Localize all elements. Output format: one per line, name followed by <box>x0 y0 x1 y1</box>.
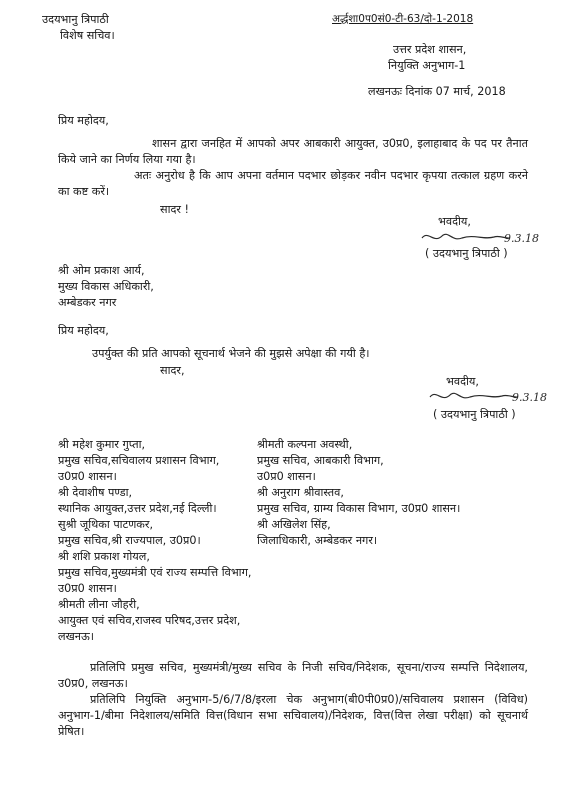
copy-note-1: प्रतिलिपि प्रमुख सचिव, मुख्यमंत्री/मुख्य सचिव के निजी सचिव/निदेशक, सूचना/राज्य सम्पत्ति निदेशालय, उ0प्र0, लखनऊ। <box>58 661 528 690</box>
recipient-right-line: प्रमुख सचिव, आबकारी विभाग, <box>257 454 384 467</box>
closing: सादर ! <box>160 203 190 216</box>
recipient-left-line: श्री देवाशीष पण्डा, <box>58 486 133 499</box>
recipient-left-line: आयुक्त एवं सचिव,राजस्व परिषद,उत्तर प्रदेश, <box>58 614 241 627</box>
recipient-left-line: श्री शशि प्रकाश गोयल, <box>58 550 150 563</box>
copy-signature-name: ( उदयभानु त्रिपाठी ) <box>433 408 516 421</box>
signature-stroke <box>422 234 510 239</box>
section-name: नियुक्ति अनुभाग-1 <box>388 59 466 72</box>
recipient-left-line: उ0प्र0 शासन। <box>58 470 117 483</box>
recipient-right-line: श्री अनुराग श्रीवास्तव, <box>257 486 344 499</box>
addressee-line-1: श्री ओम प्रकाश आर्य, <box>58 264 145 277</box>
addressee-line-3: अम्बेडकर नगर <box>58 296 117 309</box>
recipient-left-line: प्रमुख सचिव,मुख्यमंत्री एवं राज्य सम्पत्ति विभाग, <box>58 566 252 579</box>
copy-closing: सादर, <box>160 364 185 377</box>
copy-signature-scribble: 9.3.18 <box>512 391 547 404</box>
copy-signature-stroke <box>430 393 518 398</box>
recipient-left-line: श्रीमती लीना जौहरी, <box>58 598 140 611</box>
salutation: प्रिय महोदय, <box>58 114 109 127</box>
copy-body: उपर्युक्त की प्रति आपको सूचनार्थ भेजने की मुझसे अपेक्षा की गयी है। <box>92 347 370 360</box>
copy-note-2: प्रतिलिपि नियुक्ति अनुभाग-5/6/7/8/इरला चेक अनुभाग(बी0पी0प्र0)/सचिवालय प्रशासन (विविध) अनुभाग-1/बीमा निदेशालय/समिति वित्त(विधान सभा सचिवालय)/निदेशक, वित्त(वित्त लेखा परीक्षा) को सूचनार्थ प्रेषित। <box>58 693 528 738</box>
copy-yours-faithfully: भवदीय, <box>446 375 479 388</box>
signature-scribble: 9.3.18 <box>504 232 539 245</box>
recipient-right-line: उ0प्र0 शासन। <box>257 470 316 483</box>
recipient-left-line: लखनऊ। <box>58 630 94 643</box>
sender-name: उदयभानु त्रिपाठी <box>42 13 109 26</box>
place-date: लखनऊः दिनांक 07 मार्च, 2018 <box>368 85 506 98</box>
addressee-line-2: मुख्य विकास अधिकारी, <box>58 280 154 293</box>
paragraph-2: अतः अनुरोध है कि आप अपना वर्तमान पदभार छोड़कर नवीन पदभार कृपया तत्काल ग्रहण करने का कष्ट करें। <box>58 169 528 198</box>
recipient-left-line: प्रमुख सचिव,श्री राज्यपाल, उ0प्र0। <box>58 534 201 547</box>
recipient-right-line: प्रमुख सचिव, ग्राम्य विकास विभाग, उ0प्र0 शासन। <box>257 502 461 515</box>
government-name: उत्तर प्रदेश शासन, <box>393 43 467 56</box>
yours-faithfully: भवदीय, <box>438 215 471 228</box>
recipient-right-line: श्रीमती कल्पना अवस्थी, <box>257 438 353 451</box>
recipient-left-line: सुश्री जूथिका पाटणकर, <box>58 518 154 531</box>
copy-salutation: प्रिय महोदय, <box>58 324 109 337</box>
paragraph-1: शासन द्वारा जनहित में आपको अपर आबकारी आयुक्त, उ0प्र0, इलाहाबाद के पद पर तैनात किये जाने का निर्णय लिया गया है। <box>58 137 528 166</box>
recipient-left-line: उ0प्र0 शासन। <box>58 582 117 595</box>
recipient-right-line: श्री अखिलेश सिंह, <box>257 518 331 531</box>
sender-title: विशेष सचिव। <box>60 29 115 42</box>
recipient-left-line: श्री महेश कुमार गुप्ता, <box>58 438 146 451</box>
recipient-left-line: स्थानिक आयुक्त,उत्तर प्रदेश,नई दिल्ली। <box>58 502 217 515</box>
signature-name: ( उदयभानु त्रिपाठी ) <box>425 247 508 260</box>
reference-number: अर्द्धशा0प0सं0-टी-63/दो-1-2018 <box>332 13 474 25</box>
recipient-left-line: प्रमुख सचिव,सचिवालय प्रशासन विभाग, <box>58 454 220 467</box>
recipient-right-line: जिलाधिकारी, अम्बेडकर नगर। <box>257 534 378 547</box>
